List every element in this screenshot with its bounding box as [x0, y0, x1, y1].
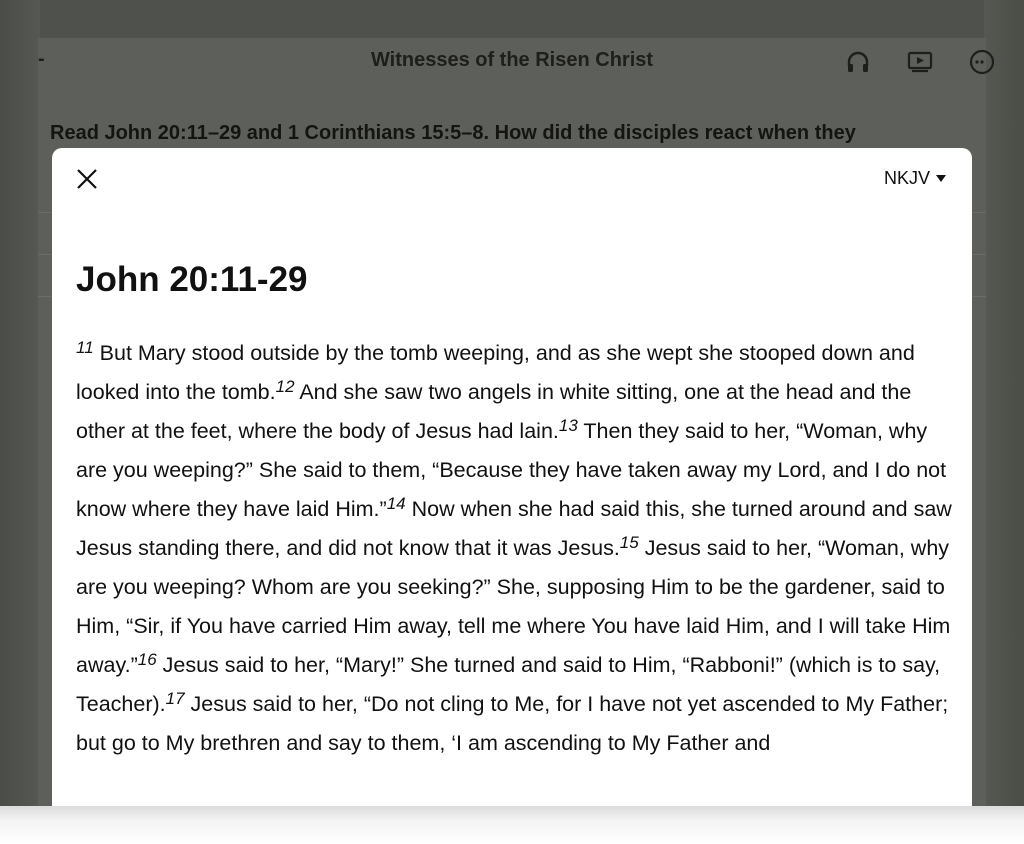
video-icon[interactable] [906, 48, 934, 76]
bottom-fade [0, 806, 1024, 844]
headphones-icon[interactable] [844, 48, 872, 76]
close-icon[interactable] [72, 164, 102, 194]
lesson-title: Witnesses of the Risen Christ [370, 49, 654, 71]
background-question: Read John 20:11–29 and 1 Corinthians 15:5–8. How did the disciples react when they [50, 122, 856, 144]
verse-text: Jesus said to her, “Woman, why are you weeping? Whom are you seeking?” She, supposing Him to be the gardener, said to Him, “Sir, if You have carried Him away, tell me where You have laid Him, and I will take Him away.” [76, 536, 951, 677]
verse-number: 15 [619, 533, 639, 552]
verse-number: 11 [76, 338, 94, 357]
caret-down-icon [936, 175, 946, 182]
verse-text: Jesus said to her, “Do not cling to Me, for I have not yet ascended to My Father; but go to My brethren and say to them, ‘I am ascending to My Father and [76, 692, 949, 755]
verse-text: Jesus said to her, “Mary!” She turned and said to Him, “Rabboni!” (which is to say, Teacher). [76, 653, 941, 716]
verse-number: 16 [137, 650, 157, 669]
version-label: NKJV [883, 168, 930, 188]
verse-number: 17 [165, 689, 185, 708]
verse-number: 13 [558, 416, 578, 435]
menu-dash[interactable]: - [38, 48, 45, 70]
verse-text: Then they said to her, “Woman, why are you weeping?” She said to them, “Because they have taken away my Lord, and I do not know where they have laid Him.” [76, 419, 947, 521]
verse-number: 12 [275, 377, 295, 396]
verse-number: 14 [386, 494, 406, 513]
verse-text: But Mary stood outside by the tomb weeping, and as she wept she stooped down and looked into the tomb. [76, 341, 915, 404]
version-selector[interactable] [884, 168, 946, 189]
passage-title: John 20:11-29 [76, 260, 308, 299]
scripture-modal [52, 148, 972, 806]
verse-text: Now when she had said this, she turned around and saw Jesus standing there, and did not know that it was Jesus. [76, 497, 952, 560]
more-icon[interactable] [968, 48, 996, 76]
passage-text [76, 334, 956, 763]
left-shadow [0, 0, 40, 844]
background-header [38, 38, 986, 86]
right-shadow [984, 0, 1024, 844]
verse-text: And she saw two angels in white sitting, one at the head and the other at the feet, where the body of Jesus had lain. [76, 380, 912, 443]
